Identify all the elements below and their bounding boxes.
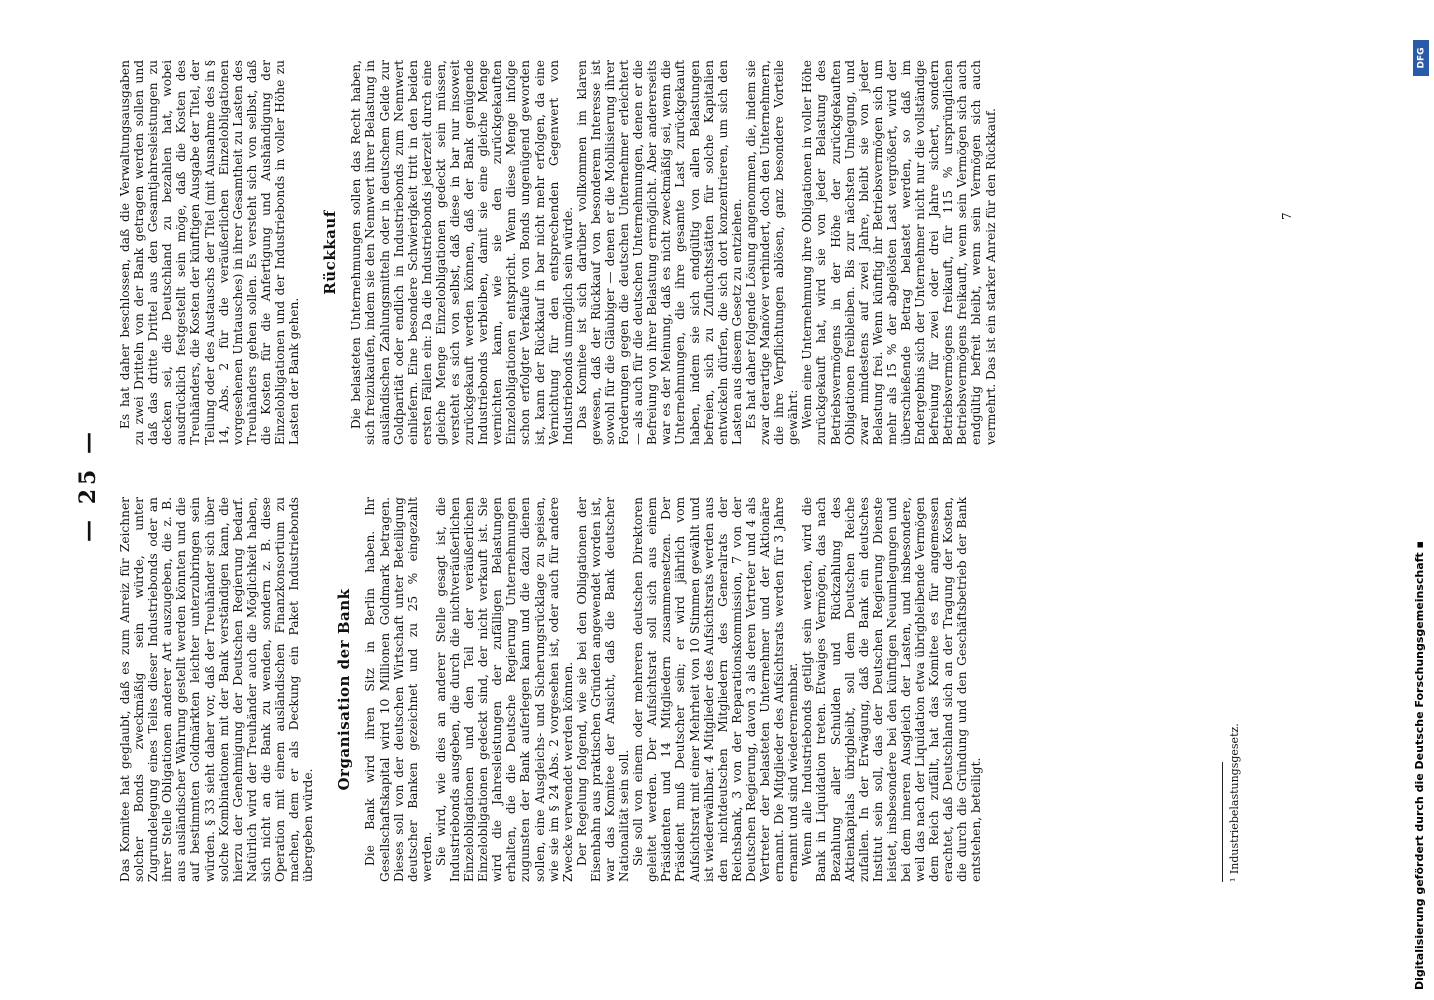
- digitization-credit: [1410, 10, 1432, 990]
- credit-text: Digitalisierung gefördert durch die Deutsche Forschungsgemeinschaft ▪: [1413, 541, 1426, 990]
- paragraph: Das Komitee hat geglaubt, daß es zum Anreiz für Zeichner solcher Bonds zweckmäßig sein würde, unter Zugrundelegung eines Teiles dieser Industriebonds oder an ihrer Stelle Obligationen anderer Art auszugeben, die z. B. aus ausländischer Währung gestellt werden könnten und die auf bestimmten Goldmärkten leichter unterzubringen sein würden. § 33 sieht daher vor, daß der Treuhänder sich über solche Kombinationen mit der Bank verständigen kann, die hierzu der Genehmigung der Deutschen Regierung bedarf. Natürlich wird der Treuhänder auch die Möglichkeit haben, sich nicht an die Bank zu wenden, sondern z. B. diese Operation mit einem ausländischen Finanzkonsortium zu machen, dem er als Deckung ein Paket Industriebonds übergeben würde.: [118, 497, 316, 882]
- dfg-logo-text: DFG: [1416, 47, 1427, 69]
- paragraph: Sie soll von einem oder mehreren deutschen Direktoren geleitet werden. Der Aufsichtsrat soll sich aus einem Präsidenten und 14 Mitgliedern zusammensetzen. Der Präsident muß Deutscher sein; er wird jährlich vom Aufsichtsrat mit einer Mehrheit von 10 Stimmen gewählt und ist wiederwählbar. 4 Mitglieder des Aufsichtsrats werden aus den nichtdeutschen Mitgliedern des Generalrats der Reichsbank, 3 von der Reparationskommission, 7 von der Deutschen Regierung, davon 3 als deren Vertreter und 4 als Vertreter der belasteten Unternehmer und der Aktionäre ernannt. Die Mitglieder des Aufsichtsrats werden für 3 Jahre ernannt und sind wiederernennbar.: [631, 497, 801, 882]
- section-heading: Rückkauf: [321, 210, 340, 295]
- paragraph: Es hat daher folgende Lösung angenommen, die, indem sie zwar derartige Manöver verhindert, doch den Unternehmern, die ihre Verpflichtungen ablösen, ganz besondere Vorteile gewährt:: [743, 60, 801, 445]
- footnote: ¹ Industriebelastungsgesetz.: [1228, 723, 1241, 882]
- paragraph: Wenn alle Industriebonds getilgt sein werden, wird die Bank in Liquidation treten. Etwaiges Vermögen, das nach Bezahlung aller Schulden und Rückzahlung des Aktienkapitals übrigbleibt, soll dem Deutschen Reiche zufallen. In der Erwägung, daß die Bank ein deutsches Institut sein soll, das der Deutschen Regierung Dienste leistet, insbesondere bei den künftigen Neuumlegungen und bei dem inneren Ausgleich der Lasten, und insbesondere, weil das nach der Liquidation etwa übrigbleibende Vermögen dem Reich zufällt, hat das Komitee es für angemessen erachtet, daß Deutschland sich an der Tragung der Kosten, die durch die Gründung und den Geschäftsbetrieb der Bank entstehen, beteiligt.: [800, 497, 984, 882]
- paragraph: Wenn eine Unternehmung ihre Obligationen in voller Höhe zurückgekauft hat, wird sie von jeder Belastung des Betriebsvermögens in der Höhe der zurückgekauften Obligationen freibleiben. Bis zur nächsten Umlegung, und zwar mindestens auf zwei Jahre, bleibt sie von jeder Belastung frei. Wenn künftig ihr Betriebsvermögen sich um mehr als 15 % der abgelösten Last vergrößert, wird der überschießende Betrag belastet werden, so daß im Endergebnis sich der Unternehmer nicht nur die vollständige Befreiung für zwei oder drei Jahre sichert, sondern Betriebsvermögens freikauft, für 115 % ursprünglichen Betriebsvermögens freikauft, wenn sein Vermögen sich auch endgültig befreit bleibt, wenn sein Vermögen sich auch vermehrt. Das ist ein starker Anreiz für den Rückkauf.: [800, 60, 998, 445]
- right-column: [118, 60, 998, 445]
- paragraph: Die belasteten Unternehmungen sollen das Recht haben, sich freizukaufen, indem sie den Nennwert ihrer Belastung in ausländischen Zahlungsmitteln oder in deutschem Gelde zur Goldparität oder endlich in Industriebonds zum Nennwert einliefern. Eine besondere Schwierigkeit tritt in den beiden ersten Fällen ein: Da die Industriebonds jederzeit durch eine gleiche Menge Einzelobligationen gedeckt sein müssen, versteht es sich von selbst, daß diese in bar nur insoweit zurückgekauft werden können, daß der Bank genügende Industriebonds verbleiben, damit sie eine gleiche Menge vernichten kann, wie sie den zurückgekauften Einzelobligationen entspricht. Wenn diese Menge infolge schon erfolgter Verkäufe von Bonds ungenügend geworden ist, kann der Rückkauf in bar nicht mehr erfolgen, da eine Vernichtung für den entsprechenden Gegenwert von Industriebonds unmöglich sein würde.: [349, 60, 575, 445]
- paragraph: Sie wird, wie dies an anderer Stelle gesagt ist, die Industriebonds ausgeben, die durch die nichtveräußerlichen Einzelobligationen und den Teil der veräußerlichen Einzelobligationen gedeckt sind, der nicht verkauft ist. Sie wird die Jahresleistungen der zufälligen Belastungen erhalten, die die Deutsche Regierung Unternehmungen zugunsten der Bank auferlegen kann und die dazu dienen sollen, eine Ausgleichs- und Sicherungsrücklage zu speisen, wie sie im § 24 Abs. 2 vorgesehen ist, oder auch für andere Zwecke verwendet werden können.: [433, 497, 575, 882]
- bottom-page-number: 7: [1280, 212, 1294, 220]
- paragraph: Es hat daher beschlossen, daß die Verwaltungsausgaben zu zwei Dritteln von der Bank getragen werden sollen und daß das dritte Drittel aus den Gesamtjahresleistungen zu decken sei, die Deutschland zu bezahlen hat, wobei ausdrücklich festgestellt sein möge, daß die Kosten des Treuhänders, die Kosten der künftigen Ausgabe der Titel, der Teilung oder des Austauschs der Titel (mit Ausnahme des in § 14, Abs. 2 für die veräußerlichen Einzelobligationen vorgesehenen Umtausches) in ihrer Gesamtheit zu Lasten des Treuhänders gehen sollen. Es versteht sich von selbst, daß die Kosten für die Anfertigung und Aushändigung der Einzelobligationen und der Industriebonds in voller Höhe zu Lasten der Bank gehen.: [118, 60, 302, 445]
- footnote-rule: [1222, 762, 1223, 882]
- paragraph: Die Bank wird ihren Sitz in Berlin haben. Ihr Gesellschaftskapital wird 10 Millionen Goldmark betragen. Dieses soll von der deutschen Wirtschaft unter Beteiligung deutscher Banken gezeichnet und zu 25 % eingezahlt werden.: [363, 497, 434, 882]
- paragraph: Der Regelung folgend, wie sie bei den Obligationen der Eisenbahn aus praktischen Gründen angewendet worden ist, war das Komitee der Ansicht, daß die Bank deutscher Nationalität sein soll.: [574, 497, 632, 882]
- page-number: — 25 —: [75, 428, 101, 542]
- section-heading: Organisation der Bank: [335, 588, 354, 791]
- paragraph: Das Komitee ist sich darüber vollkommen im klaren gewesen, daß der Rückkauf von besonderem Interesse ist sowohl für die Gläubiger — denen er die Mobilisierung ihrer Forderungen gegen die deutschen Unternehmer erleichtert — als auch für die deutschen Unternehmungen, denen er die Befreiung von ihrer Belastung ermöglicht. Aber andererseits war es der Meinung, daß es nicht zweckmäßig sei, wenn die Unternehmungen, die ihre gesamte Last zurückgekauft haben, indem sie sich endgültig von allen Belastungen befreien, sich zu Zufluchtsstätten für solche Kapitalien entwickeln dürfen, die sich dort konzentrieren, um sich den Lasten aus diesem Gesetz zu entziehen.: [574, 60, 744, 445]
- left-column: [118, 497, 984, 882]
